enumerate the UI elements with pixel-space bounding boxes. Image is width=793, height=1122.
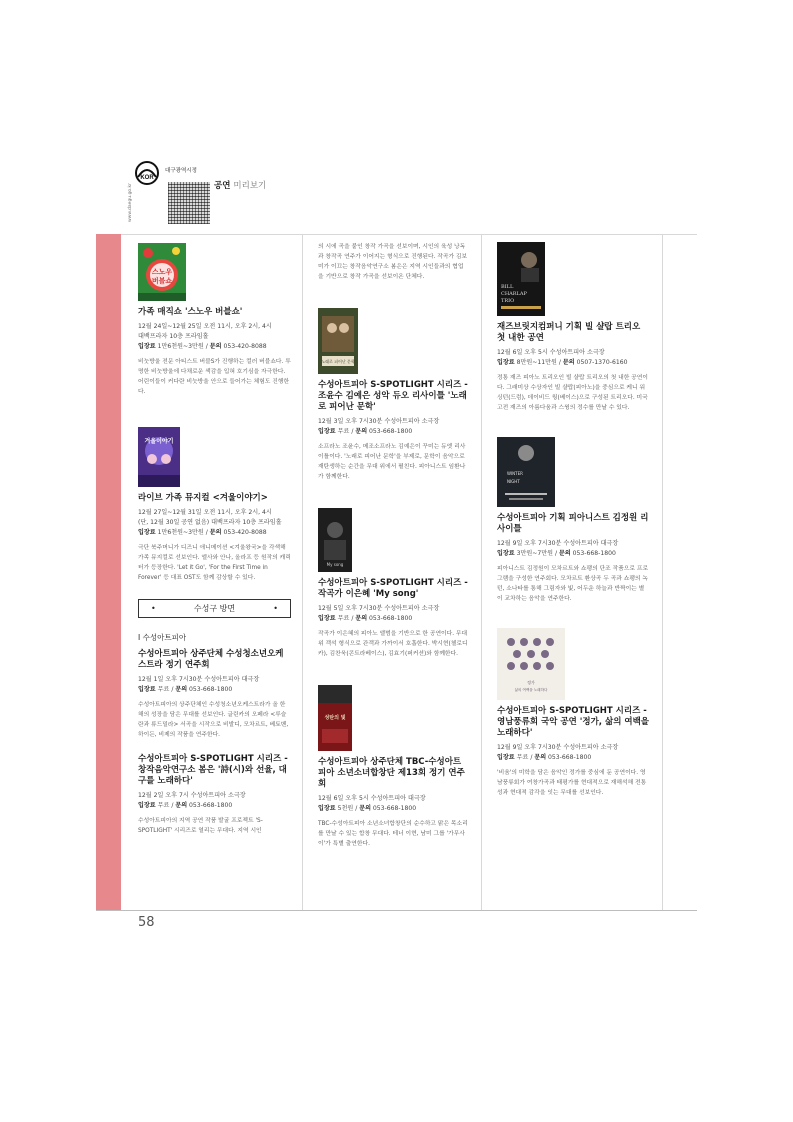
event-title: 재즈브릿지컴퍼니 기획 빌 샬랍 트리오 첫 내한 공연 [497, 322, 641, 343]
svg-text:CHARLAP: CHARLAP [501, 291, 527, 297]
svg-text:버블쇼: 버블쇼 [151, 277, 173, 285]
venue-heading: I 수성아트피아 [138, 633, 187, 642]
event-description: 수성아트피아의 상주단체인 수성청소년오케스트라가 올 한 해의 성장을 담은 무대를 선보인다. 글린카의 오페라 <루슬란과 류드밀라> 서곡을 시작으로 비발디, 모차르트, 베토벤, 하이든, 비제의 작품을 연주한다. [138, 702, 289, 738]
svg-text:TRIO: TRIO [501, 298, 515, 304]
event-description: 작곡가 이은혜의 피아노 앨범을 기반으로 한 공연이다. 무대 위 객석 형식으로 관객과 가까이서 호흡한다. 박시현(첼로디카), 김찬욱(콘트라베이스), 김효기(퍼커션)와 함께한다. [318, 631, 468, 657]
column-divider [662, 234, 663, 910]
event-date: 12월 5일 오후 7시30분 수성아트피아 소극장 입장료 무료 / 문의 053-668-1800 [318, 605, 440, 622]
page-number: 58 [138, 915, 155, 930]
event-date: 12월 9일 오후 7시30분 수성아트피아 대극장 입장료 3만원~7만원 / 문의 053-668-1800 [497, 540, 619, 557]
literature-song-poster [318, 308, 358, 374]
svg-text:노래로 피어난 문학: 노래로 피어난 문학 [321, 359, 355, 364]
accent-side-bar [96, 234, 121, 910]
event-title: 수성아트피아 상주단체 수성청소년오케스트라 정기 연주회 [138, 649, 284, 670]
masthead [128, 160, 214, 232]
section-title: 공연 미리보기 [214, 181, 267, 191]
svg-text:겨울이야기: 겨울이야기 [144, 438, 174, 445]
city-name: 대구광역시정 [165, 168, 197, 174]
svg-text:BILL: BILL [501, 284, 514, 290]
event-description: 피아니스트 김정원이 모차르트와 쇼팽의 단조 작품으로 프로그램을 구성한 연주회다. 모차르트 환상곡 두 곡과 쇼팽의 녹턴, 소나타를 통해 그림자와 빛, 어두운 하늘과 반짝이는 별이 교차하는 음악을 연주한다. [497, 566, 649, 602]
continued-text: 의 시에 곡을 붙인 창작 가곡을 선보이며, 시인의 육성 낭독과 창작곡 연주가 이어지는 형식으로 진행된다. 작곡가 김보미가 이끄는 창작음악연구소 봄은은 지역 시인들과의 협업을 기반으로 창작 가곡을 선보이온 단체다. [318, 244, 468, 280]
frame-bottom-rule [96, 910, 697, 911]
my-song-poster [318, 508, 352, 572]
event-title: 수성아트피아 S-SPOTLIGHT 시리즈 -작곡가 이은혜 'My song' [318, 578, 468, 599]
column-divider [481, 234, 482, 910]
event-description: 비눗방울 전문 아티스트 버블S가 진행하는 컬러 버블쇼다. 투명한 비눗방울에 다채로운 색감을 입혀 호기심을 자극한다. 어린이들이 커다란 비눗방울 안으로 들어가는 체험도 진행한다. [138, 359, 291, 395]
event-description: TBC-수성아트피아 소년소녀합창단의 순수하고 맑은 목소리를 만날 수 있는 합창 무대다. 테너 이현, 남미 그룹 '가무사이'가 특별 출연한다. [318, 821, 468, 847]
svg-text:스노우: 스노우 [151, 268, 173, 276]
event-title: 수성아트피아 S-SPOTLIGHT 시리즈 -창작음악연구소 봄은 '詩(시)와 선율, 대구를 노래하다' [138, 754, 288, 786]
svg-text:WINTER: WINTER [507, 471, 523, 476]
column-1 [138, 234, 291, 836]
choir-concert-poster [318, 685, 352, 751]
event-description: 수성아트피아의 지역 공연 작품 발굴 프로젝트 'S-SPOTLIGHT' 시리즈로 열리는 무대다. 지역 시인 [138, 818, 263, 834]
bullet-icon: • [151, 604, 156, 613]
kim-jungwon-recital-poster [497, 437, 555, 507]
event-date: 12월 3일 오후 7시30분 수성아트피아 소극장 입장료 무료 / 문의 053-668-1800 [318, 418, 440, 435]
event-description: 극단 북주머니가 디즈니 애니메이션 <겨울왕국>을 각색해 가족 뮤지컬로 선보인다. 엘사와 안나, 올라프 등 원작의 캐릭터가 등장한다. 'Let it Go', 'For the First Time in Forever' 등 대표 OST도 함께 감상할 수 있다. [138, 545, 291, 581]
bill-charlap-trio-poster [497, 242, 545, 316]
region-label: • 수성구 방면 • [138, 599, 291, 618]
jeongga-concert-poster [497, 628, 565, 700]
qr-code-icon [168, 182, 210, 224]
event-description: 정통 재즈 피아노 트리오인 빌 샬랍 트리오의 첫 내한 공연이다. 그래미상 수상자인 빌 샬랍(피아노)을 중심으로 케니 워싱턴(드럼), 데이비드 웡(베이스)으로 구성된 트리오다. 미국 고전 재즈의 아름다움과 스윙의 정수를 만날 수 있다. [497, 375, 648, 411]
event-description: '비움'의 미학을 담은 음악인 정가를 중심에 둔 공연이다. 영남풍류회가 여창가곡과 태평가를 현대적으로 재해석해 전통성과 현대적 감각을 잇는 무대를 선보인다. [497, 770, 647, 796]
svg-text:KOR: KOR [140, 175, 154, 181]
event-date: 12월 6일 오후 5시 수성아트피아 대극장 입장료 5천원 / 문의 053-668-1800 [318, 795, 426, 812]
bullet-icon: • [273, 604, 278, 613]
svg-text:성탄의 빛: 성탄의 빛 [324, 715, 346, 721]
svg-text:정가: 정가 [527, 680, 535, 685]
svg-text:My song: My song [326, 562, 344, 567]
event-date: 12월 27일~12월 31일 오전 11시, 오후 2시, 4시 (단, 12월 30일 공연 없음) 대백프라자 10층 프라임홀 입장료 1만6천원~3만원 / 문의 053-420-8088 [138, 509, 282, 536]
snow-bubble-show-poster [138, 243, 186, 301]
event-date: 12월 6일 오후 5시 수성아트피아 소극장 입장료 8만원~11만원 / 문의 0507-1370-6160 [497, 349, 628, 366]
event-title: 가족 매직쇼 '스노우 버블쇼' [138, 307, 243, 317]
section-subtitle: 미리보기 [233, 181, 267, 191]
event-description: 소프라노 조윤수, 메조소프라노 김예은이 꾸미는 듀엣 리사이틀이다. '노래로 피어난 문학'을 부제로, 문학이 음악으로 재탄생하는 순간을 무대 위에서 펼친다. 피아니스트 임환나가 함께한다. [318, 444, 466, 480]
event-title: 라이브 가족 뮤지컬 <겨울이야기> [138, 493, 268, 503]
event-title: 수성아트피아 S-SPOTLIGHT 시리즈 -조윤수 김예은 성악 듀오 리사이틀 '노래로 피어난 문학' [318, 380, 468, 412]
column-3 [497, 234, 649, 798]
svg-text:삶의 여백을 노래하다: 삶의 여백을 노래하다 [514, 688, 548, 692]
site-url: www.daegu.go.kr [128, 183, 133, 222]
event-title: 수성아트피아 상주단체 TBC-수성아트피아 소년소녀합창단 제13회 정기 연주회 [318, 757, 465, 789]
event-title: 수성아트피아 기획 피아니스트 김정원 리사이틀 [497, 513, 649, 534]
svg-text:NIGHT: NIGHT [507, 479, 520, 484]
event-date: 12월 9일 오후 7시30분 수성아트피아 소극장 입장료 무료 / 문의 053-668-1800 [497, 744, 619, 761]
column-2 [318, 234, 468, 849]
event-date: 12월 24일~12월 25일 오전 11시, 오후 2시, 4시 대백프라자 10층 프라임홀 입장료 1만6천원~3만원 / 문의 053-420-8088 [138, 323, 272, 350]
winter-story-musical-poster [138, 427, 180, 487]
event-date: 12월 1일 오후 7시30분 수성아트피아 대극장 입장료 무료 / 문의 053-668-1800 [138, 676, 260, 693]
city-logo-icon [134, 160, 160, 186]
event-date: 12월 2일 오후 7시 수성아트피아 소극장 입장료 무료 / 문의 053-668-1800 [138, 792, 246, 809]
column-divider [302, 234, 303, 910]
event-title: 수성아트피아 S-SPOTLIGHT 시리즈 -영남풍류회 국악 공연 '정가, 삶의 여백을 노래하다' [497, 706, 650, 738]
